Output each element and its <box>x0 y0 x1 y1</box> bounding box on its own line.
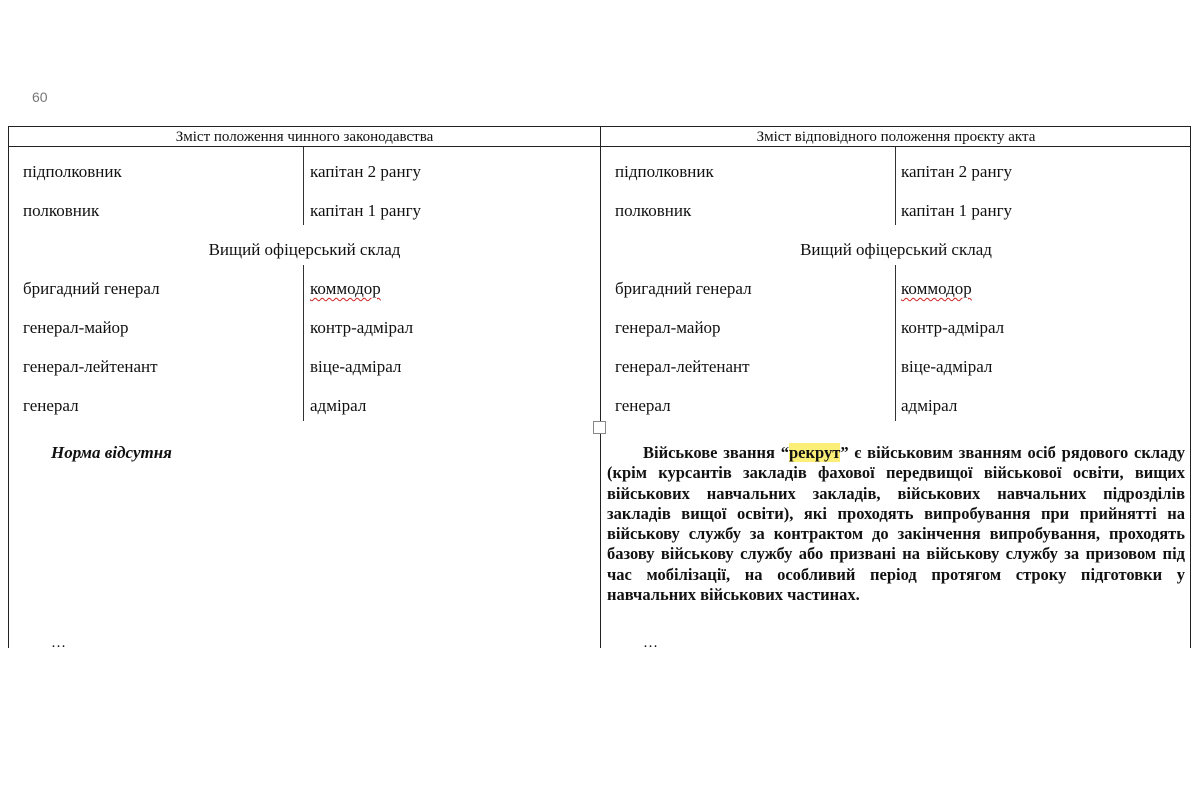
right-army-rank: полковник <box>615 201 692 220</box>
left-army-rank: генерал-лейтенант <box>23 357 158 376</box>
table-resize-handle[interactable] <box>593 421 606 434</box>
right-navy-rank: капітан 2 рангу <box>901 162 1013 181</box>
left-navy-rank: капітан 1 рангу <box>310 201 422 220</box>
left-navy-rank: контр-адмірал <box>310 318 414 337</box>
left-rank-divider-bottom <box>303 265 304 421</box>
right-navy-rank: капітан 1 рангу <box>901 201 1013 220</box>
right-navy-rank: адмірал <box>901 396 958 415</box>
comparison-table <box>8 126 1191 651</box>
highlighted-term: рекрут <box>788 443 841 462</box>
right-navy-rank: контр-адмірал <box>901 318 1005 337</box>
left-rank-divider-top <box>303 147 304 225</box>
column-divider <box>600 127 601 648</box>
new-norm-text-rest: ” є військовим званням осіб рядового складу (крім курсантів закладів фахової передвищої військової освіти, вищих військових навчальних закладів, військових навчальних підрозділів закладів вищої освіти), які проходять випробування при прийнятті на військову службу за контрактом до закінчення випробування, проходять базову військову службу або призвані на військову службу за призовом під час мобілізації, на особливий період протягом строку підготовки у навчальних військових частинах. <box>607 443 1185 605</box>
left-army-rank: генерал <box>23 396 79 415</box>
right-navy-rank: віце-адмірал <box>901 357 993 376</box>
left-navy-rank: віце-адмірал <box>310 357 402 376</box>
right-ellipsis: … <box>643 635 658 651</box>
right-army-rank: бригадний генерал <box>615 279 752 298</box>
header-divider <box>9 146 1190 147</box>
right-senior-officers-title: Вищий офіцерський склад <box>800 240 992 259</box>
left-army-rank: полковник <box>23 201 100 220</box>
left-navy-rank: капітан 2 рангу <box>310 162 422 181</box>
new-norm-paragraph <box>607 443 1185 605</box>
absent-norm-note: Норма відсутня <box>51 443 172 462</box>
right-navy-rank: коммодор <box>901 279 972 298</box>
right-rank-divider-bottom <box>895 265 896 421</box>
right-army-rank: генерал-майор <box>615 318 721 337</box>
right-army-rank: генерал <box>615 396 671 415</box>
header-draft-act-text: Зміст відповідного положення проєкту акта <box>756 129 1036 145</box>
header-current-law: Зміст положення чинного законодавства <box>175 129 434 145</box>
left-senior-officers-title: Вищий офіцерський склад <box>208 240 401 259</box>
left-navy-rank: адмірал <box>310 396 367 415</box>
left-navy-rank: коммодор <box>310 279 381 298</box>
left-ellipsis: … <box>51 635 66 651</box>
left-army-rank: бригадний генерал <box>23 279 160 298</box>
new-norm-text-start: Військове звання “ <box>643 443 789 462</box>
left-army-rank: підполковник <box>23 162 122 181</box>
page-number: 60 <box>32 89 48 105</box>
right-army-rank: підполковник <box>615 162 714 181</box>
header-draft-act <box>601 128 1191 146</box>
right-army-rank: генерал-лейтенант <box>615 357 750 376</box>
right-rank-divider-top <box>895 147 896 225</box>
left-army-rank: генерал-майор <box>23 318 129 337</box>
